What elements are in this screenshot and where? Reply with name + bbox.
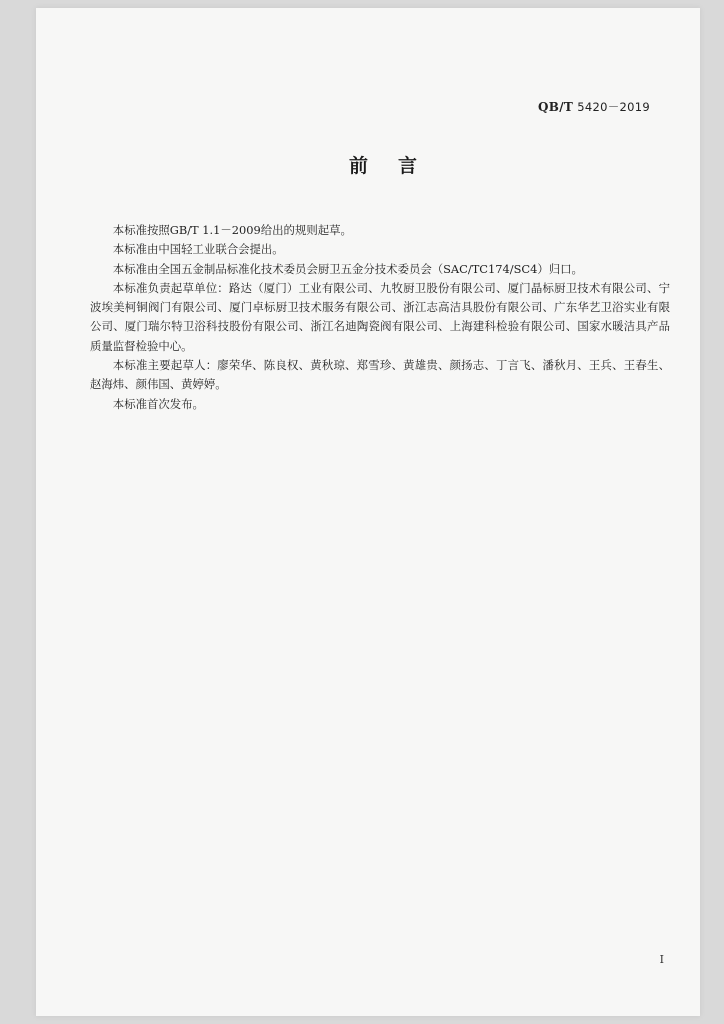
paragraph-first-release: 本标准首次发布。 (112, 396, 204, 411)
document-page (36, 8, 700, 1016)
standard-prefix: QB/T (538, 100, 574, 114)
standard-code (538, 99, 650, 115)
paragraph-drafting-rules: 本标准按照GB/T 1.1－2009给出的规则起草。 (112, 223, 352, 237)
paragraph-drafting-units: 本标准负责起草单位：路达（厦门）工业有限公司、九牧厨卫股份有限公司、厦门晶标厨卫技术有限公司、宁波埃美柯铜阀门有限公司、厦门卓标厨卫技术服务有限公司、浙江志高洁具股份有限公司、广东华艺卫浴实业有限公司、厦门瑞尔特卫浴科技股份有限公司、浙江名迪陶瓷阀有限公司、上海建科检验有限公司、国家水暖洁具产品质量监督检验中心。 (90, 280, 670, 353)
page-title: 前言 (348, 155, 447, 177)
paragraph-proposed-by: 本标准由中国轻工业联合会提出。 (112, 242, 284, 257)
paragraph-technical-committee: 本标准由全国五金制品标准化技术委员会厨卫五金分技术委员会（SAC/TC174/SC4）归口。 (112, 261, 583, 276)
paragraph-drafters: 本标准主要起草人：廖荣华、陈良权、黄秋琼、郑雪珍、黄雄贵、颜扬志、丁言飞、潘秋月、王兵、王春生、赵海炜、颜伟国、黄婷婷。 (90, 358, 670, 392)
foreword-body (90, 221, 670, 414)
standard-number: 5420－2019 (577, 100, 650, 114)
page-number: I (659, 953, 664, 966)
